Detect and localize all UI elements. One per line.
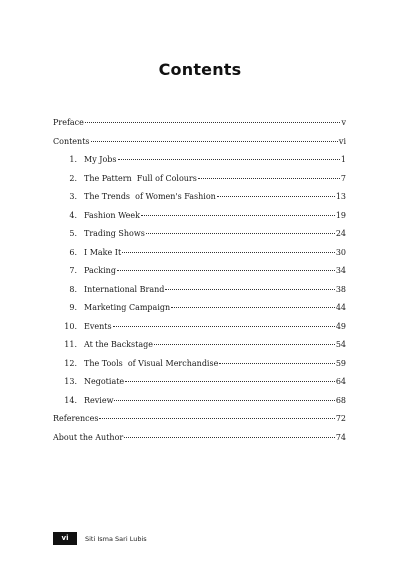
toc-entry-page: 54 — [335, 340, 346, 349]
dot-leader — [117, 270, 335, 271]
toc-entry-page: 13 — [335, 192, 346, 201]
toc-entry-label: The Trends of Women's Fashion — [84, 192, 216, 201]
toc-entry-label: Preface — [53, 118, 84, 127]
toc-entry-label: Negotiate — [84, 377, 125, 386]
dot-leader — [217, 196, 335, 197]
toc-entry-label: International Brand — [84, 284, 165, 294]
dot-leader — [219, 363, 334, 364]
toc-entry-page: v — [341, 118, 346, 127]
footer-author: Siti Isma Sari Lubis — [85, 534, 147, 543]
toc-entry[interactable] — [53, 359, 346, 378]
toc-entry-number: 10. — [64, 321, 77, 331]
dot-leader — [91, 141, 338, 142]
toc-entry[interactable] — [53, 322, 346, 341]
toc-entry-page: 44 — [335, 303, 346, 312]
toc-entry[interactable] — [53, 396, 346, 415]
toc-entry-label: The Pattern Full of Colours — [84, 173, 197, 183]
toc-entry-page: 34 — [335, 266, 346, 275]
toc-entry-number: 5. — [69, 229, 77, 238]
dot-leader — [122, 252, 335, 253]
toc-entry[interactable] — [53, 285, 346, 304]
toc-entry-number: 6. — [69, 247, 77, 257]
toc-entry-label: Fashion Week — [84, 210, 140, 220]
toc-entry[interactable] — [53, 118, 346, 137]
toc-entry-page: 74 — [335, 432, 346, 442]
dot-leader — [118, 159, 340, 160]
toc-entry-label: Contents — [53, 136, 90, 146]
toc-entry-page: 30 — [335, 247, 346, 257]
toc-entry-page: 38 — [335, 284, 346, 294]
dot-leader — [124, 437, 335, 438]
page-footer — [53, 532, 147, 545]
toc-entry-label: About the Author — [53, 432, 124, 442]
toc-entry-number: 4. — [69, 210, 77, 220]
toc-entry-label: Events — [84, 321, 112, 331]
toc-entry-page: 59 — [335, 358, 346, 368]
dot-leader — [146, 233, 335, 234]
toc-entry[interactable] — [53, 229, 346, 248]
toc-entry-label: I Make It — [84, 247, 122, 257]
toc-entry-page: 72 — [335, 414, 346, 423]
toc-entry-number: 12. — [64, 358, 77, 368]
toc-entry[interactable] — [53, 414, 346, 433]
toc-entry[interactable] — [53, 248, 346, 267]
footer-page-number: vi — [53, 532, 77, 545]
toc-entry-page: 64 — [335, 377, 346, 386]
toc-entry[interactable] — [53, 174, 346, 193]
dot-leader — [113, 326, 335, 327]
toc-entry-page: 49 — [335, 321, 346, 331]
toc-entry[interactable] — [53, 266, 346, 285]
toc-entry-page: 1 — [340, 155, 346, 164]
toc-entry-label: Packing — [84, 266, 116, 275]
toc-entry-number: 2. — [69, 173, 77, 183]
toc-entry[interactable] — [53, 155, 346, 174]
toc-entry[interactable] — [53, 433, 346, 452]
toc-entry-page: 24 — [335, 229, 346, 238]
toc-entry-label: References — [53, 414, 99, 423]
toc-entry-label: Review — [84, 395, 114, 405]
toc-entry-page: 19 — [335, 210, 346, 220]
toc-entry[interactable] — [53, 137, 346, 156]
dot-leader — [165, 289, 334, 290]
toc-entry-number: 1. — [69, 155, 77, 164]
toc-entry-label: My Jobs — [84, 155, 117, 164]
dot-leader — [114, 400, 334, 401]
toc-entry-label: At the Backstage — [84, 340, 153, 349]
toc-entry-number: 9. — [69, 303, 77, 312]
toc-entry-number: 8. — [69, 284, 77, 294]
toc-entry[interactable] — [53, 377, 346, 396]
toc-entry-number: 3. — [69, 192, 77, 201]
dot-leader — [198, 178, 340, 179]
toc-entry-label: The Tools of Visual Merchandise — [84, 358, 219, 368]
toc-entry-label: Marketing Campaign — [84, 303, 171, 312]
toc-entry-page: 7 — [340, 173, 346, 183]
toc-entry-number: 7. — [69, 266, 77, 275]
toc-entry[interactable] — [53, 211, 346, 230]
toc-entry[interactable] — [53, 303, 346, 322]
dot-leader — [85, 122, 341, 123]
page-title: Contents — [158, 60, 242, 79]
toc-entry-label: Trading Shows — [84, 229, 145, 238]
toc-entry[interactable] — [53, 192, 346, 211]
toc-entry-page: vi — [338, 136, 346, 146]
toc-entry-page: 68 — [335, 395, 346, 405]
toc-entry-number: 13. — [64, 377, 77, 386]
toc-entry[interactable] — [53, 340, 346, 359]
dot-leader — [125, 381, 335, 382]
dot-leader — [99, 418, 334, 419]
dot-leader — [154, 344, 335, 345]
dot-leader — [141, 215, 335, 216]
table-of-contents — [53, 118, 346, 451]
dot-leader — [171, 307, 335, 308]
toc-entry-number: 11. — [64, 340, 77, 349]
toc-entry-number: 14. — [64, 395, 77, 405]
